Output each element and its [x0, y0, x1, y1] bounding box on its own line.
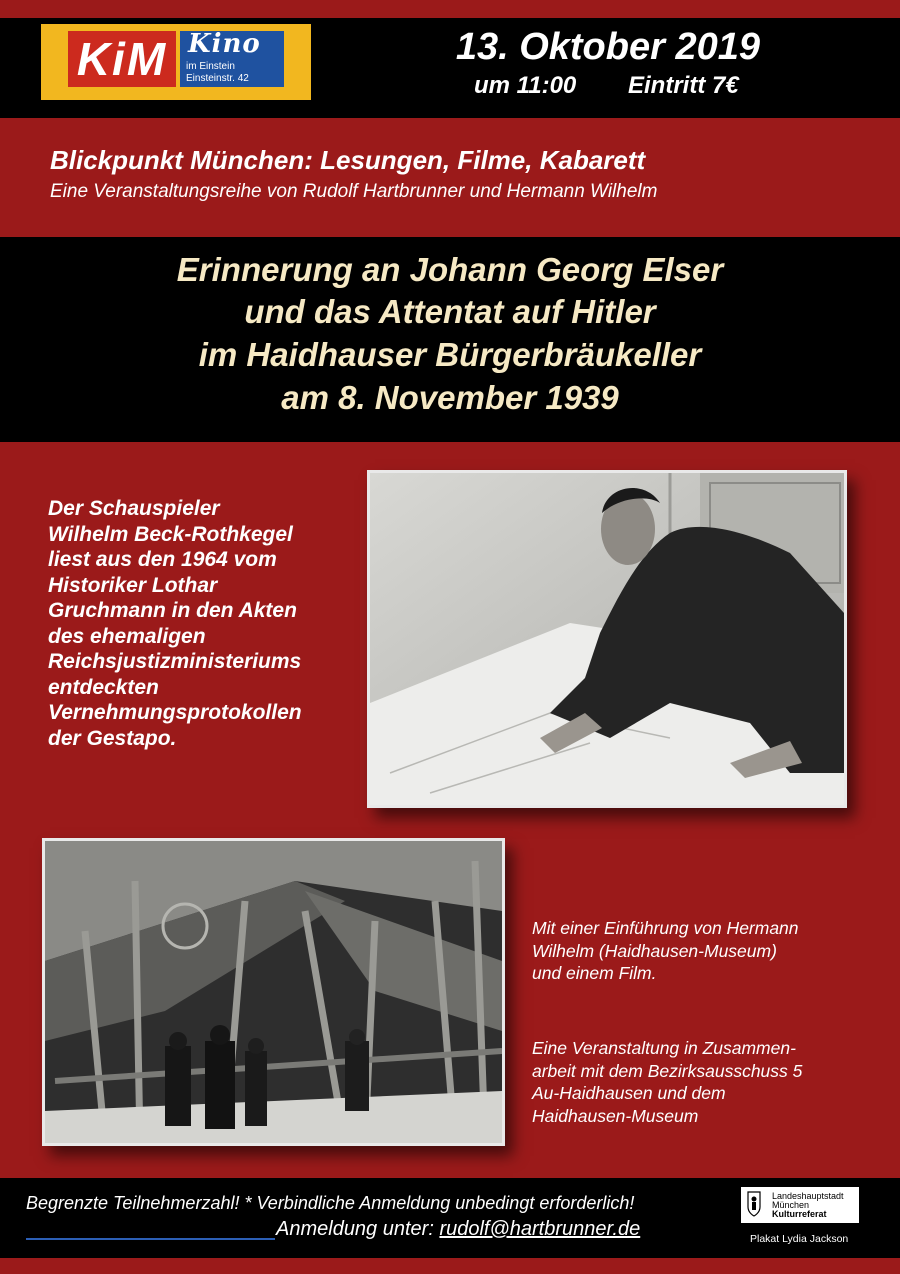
- logo-kim-text: KiM: [68, 31, 176, 87]
- poster-credit: Plakat Lydia Jackson: [750, 1233, 849, 1245]
- registration-line: [276, 1218, 640, 1241]
- description-line: der Gestapo.: [48, 726, 177, 750]
- description-line: Der Schauspieler: [48, 497, 220, 520]
- description-line: Historiker Lothar: [48, 573, 218, 597]
- photo-hall-illustration: [45, 841, 502, 1143]
- intro-note: [532, 917, 799, 985]
- intro-note-line: und einem Film.: [532, 963, 657, 983]
- munich-crest-icon: [747, 1191, 761, 1217]
- headline-line: und das Attentat auf Hitler: [244, 293, 656, 330]
- description-line: Wilhelm Beck-Rothkegel: [48, 522, 293, 546]
- registration-label: Anmeldung unter:: [276, 1218, 440, 1240]
- logo-address-line2: Einsteinstr. 42: [186, 73, 249, 84]
- headline-line: am 8. November 1939: [281, 379, 619, 416]
- series-title: Blickpunkt München: Lesungen, Filme, Kabarett: [50, 145, 646, 175]
- description-line: liest aus den 1964 vom: [48, 548, 277, 571]
- cooperation-note-line: Eine Veranstaltung in Zusammen-: [532, 1038, 796, 1058]
- cooperation-note-line: Au-Haidhausen und dem: [532, 1083, 726, 1103]
- event-date: 13. Oktober 2019: [455, 26, 760, 68]
- description-line: des ehemaligen: [48, 624, 206, 648]
- intro-note-line: Mit einer Einführung von Hermann: [532, 918, 799, 938]
- photo-elser-portrait: [367, 470, 847, 808]
- sponsor-logo: [741, 1187, 859, 1223]
- registration-notice: Begrenzte Teilnehmerzahl! * Verbindliche Anmeldung unbedingt erforderlich!: [26, 1193, 635, 1213]
- registration-email-link[interactable]: rudolf@hartbrunner.de: [439, 1218, 641, 1240]
- description-line: Vernehmungsprotokollen: [48, 701, 302, 724]
- registration-rule: [26, 1238, 275, 1240]
- photo-destroyed-hall: [42, 838, 505, 1146]
- logo-kino-text: Kino: [188, 29, 261, 59]
- description-line: Reichsjustizministeriums: [48, 650, 302, 673]
- series-subtitle: Eine Veranstaltungsreihe von Rudolf Hartbrunner und Hermann Wilhelm: [50, 181, 658, 202]
- sponsor-line3: Kulturreferat: [772, 1209, 827, 1219]
- description-line: Gruchmann in den Akten: [48, 599, 297, 622]
- sponsor-line2: München: [772, 1200, 810, 1210]
- event-entry-fee: Eintritt 7€: [628, 72, 739, 99]
- cooperation-note: [532, 1037, 802, 1127]
- headline-line: Erinnerung an Johann Georg Elser: [176, 251, 724, 288]
- logo-kino-box: [180, 31, 284, 87]
- headline-band: [0, 237, 900, 442]
- description-line: entdeckten: [48, 675, 159, 699]
- headline-line: im Haidhauser Bürgerbräukeller: [198, 336, 702, 373]
- logo-address-line1: im Einstein: [186, 61, 235, 72]
- photo-elser-illustration: [370, 473, 844, 805]
- intro-note-line: Wilhelm (Haidhausen-Museum): [532, 940, 777, 961]
- event-time: um 11:00: [474, 72, 577, 99]
- sponsor-line1: Landeshauptstadt: [772, 1191, 844, 1201]
- event-description: [48, 496, 302, 751]
- cooperation-note-line: arbeit mit dem Bezirksausschuss 5: [532, 1060, 803, 1081]
- cooperation-note-line: Haidhausen-Museum: [532, 1105, 699, 1126]
- kim-kino-logo: [41, 24, 311, 100]
